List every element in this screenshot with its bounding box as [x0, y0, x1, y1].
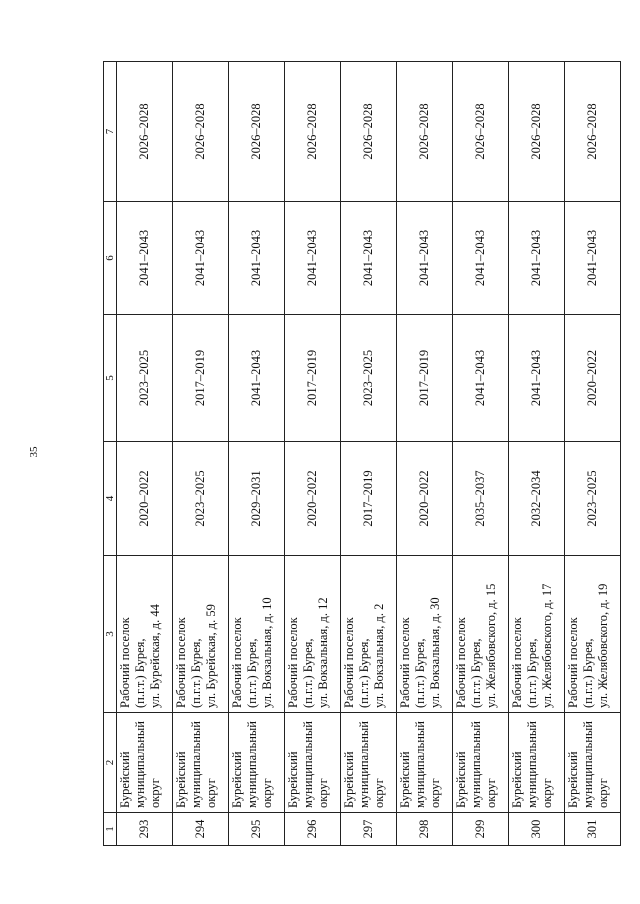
period-cell-5: 2041–2043 — [453, 315, 509, 442]
period-cell-5: 2017–2019 — [173, 315, 229, 442]
address-cell — [341, 556, 397, 713]
address-cell — [397, 556, 453, 713]
district-line: округ — [484, 778, 498, 808]
period-cell-6: 2041–2043 — [397, 202, 453, 315]
table-row — [453, 62, 509, 846]
address-line: ул. Вокзальная, д. 12 — [316, 597, 330, 708]
address-line: (п.г.т.) Бурея, — [413, 638, 427, 708]
address-cell — [453, 556, 509, 713]
period-cell-4: 2017–2019 — [341, 442, 397, 556]
column-header-5: 5 — [104, 315, 117, 442]
table-row — [229, 62, 285, 846]
address-cell — [565, 556, 621, 713]
district-line: округ — [204, 778, 218, 808]
data-table — [103, 61, 621, 846]
period-cell-4: 2032–2034 — [509, 442, 565, 556]
column-header-7: 7 — [104, 62, 117, 202]
period-cell-6: 2041–2043 — [565, 202, 621, 315]
address-line: ул. Бурейская, д. 59 — [204, 604, 218, 708]
district-cell — [173, 713, 229, 813]
period-cell-5: 2020–2022 — [565, 315, 621, 442]
table-row — [509, 62, 565, 846]
district-line: Бурейский — [566, 751, 580, 808]
address-line: ул. Желябовского, д. 17 — [540, 583, 554, 708]
period-cell-4: 2023–2025 — [173, 442, 229, 556]
row-number: 293 — [117, 813, 173, 846]
address-line: Рабочий поселок — [174, 617, 188, 708]
page-number: 35 — [28, 446, 40, 458]
district-line: муниципальный — [301, 721, 315, 808]
district-line: муниципальный — [189, 721, 203, 808]
table-row — [341, 62, 397, 846]
column-header-3: 3 — [104, 556, 117, 713]
address-cell — [509, 556, 565, 713]
district-line: округ — [260, 778, 274, 808]
address-line: ул. Желябовского, д. 19 — [596, 583, 610, 708]
row-number: 301 — [565, 813, 621, 846]
address-cell — [285, 556, 341, 713]
period-cell-5: 2017–2019 — [285, 315, 341, 442]
district-line: муниципальный — [525, 721, 539, 808]
district-line: муниципальный — [413, 721, 427, 808]
period-cell-6: 2041–2043 — [229, 202, 285, 315]
address-line: Рабочий поселок — [510, 617, 524, 708]
period-cell-4: 2023–2025 — [565, 442, 621, 556]
period-cell-6: 2041–2043 — [117, 202, 173, 315]
address-line: Рабочий поселок — [398, 617, 412, 708]
address-line: Рабочий поселок — [230, 617, 244, 708]
period-cell-7: 2026–2028 — [565, 62, 621, 202]
column-header-6: 6 — [104, 202, 117, 315]
district-cell — [285, 713, 341, 813]
row-number: 297 — [341, 813, 397, 846]
district-line: округ — [372, 778, 386, 808]
period-cell-5: 2017–2019 — [397, 315, 453, 442]
period-cell-7: 2026–2028 — [285, 62, 341, 202]
district-line: муниципальный — [469, 721, 483, 808]
district-cell — [341, 713, 397, 813]
address-cell — [173, 556, 229, 713]
table-body — [117, 62, 621, 846]
address-line: ул. Вокзальная, д. 10 — [260, 597, 274, 708]
address-cell — [117, 556, 173, 713]
address-line: Рабочий поселок — [342, 617, 356, 708]
period-cell-5: 2041–2043 — [229, 315, 285, 442]
period-cell-6: 2041–2043 — [453, 202, 509, 315]
district-line: муниципальный — [357, 721, 371, 808]
address-line: Рабочий поселок — [454, 617, 468, 708]
period-cell-7: 2026–2028 — [229, 62, 285, 202]
district-cell — [565, 713, 621, 813]
address-line: ул. Бурейская, д. 44 — [148, 604, 162, 708]
period-cell-5: 2023–2025 — [341, 315, 397, 442]
row-number: 296 — [285, 813, 341, 846]
address-line: (п.г.т.) Бурея, — [357, 638, 371, 708]
row-number: 300 — [509, 813, 565, 846]
table-container — [103, 62, 610, 846]
address-line: (п.г.т.) Бурея, — [581, 638, 595, 708]
district-line: муниципальный — [245, 721, 259, 808]
address-line: ул. Вокзальная, д. 2 — [372, 603, 386, 708]
district-line: муниципальный — [581, 721, 595, 808]
period-cell-6: 2041–2043 — [341, 202, 397, 315]
period-cell-7: 2026–2028 — [117, 62, 173, 202]
row-number: 294 — [173, 813, 229, 846]
period-cell-7: 2026–2028 — [509, 62, 565, 202]
row-number: 299 — [453, 813, 509, 846]
district-line: округ — [540, 778, 554, 808]
address-cell — [229, 556, 285, 713]
address-line: ул. Желябовского, д. 15 — [484, 583, 498, 708]
table-row — [397, 62, 453, 846]
period-cell-6: 2041–2043 — [285, 202, 341, 315]
period-cell-7: 2026–2028 — [341, 62, 397, 202]
row-number: 298 — [397, 813, 453, 846]
district-line: округ — [316, 778, 330, 808]
district-line: округ — [428, 778, 442, 808]
district-line: Бурейский — [174, 751, 188, 808]
period-cell-4: 2020–2022 — [117, 442, 173, 556]
period-cell-6: 2041–2043 — [173, 202, 229, 315]
address-line: Рабочий поселок — [286, 617, 300, 708]
district-line: Бурейский — [342, 751, 356, 808]
district-line: Бурейский — [454, 751, 468, 808]
table-row — [173, 62, 229, 846]
period-cell-7: 2026–2028 — [397, 62, 453, 202]
address-line: (п.г.т.) Бурея, — [189, 638, 203, 708]
column-header-4: 4 — [104, 442, 117, 556]
district-cell — [229, 713, 285, 813]
period-cell-4: 2035–2037 — [453, 442, 509, 556]
district-line: Бурейский — [510, 751, 524, 808]
address-line: ул. Вокзальная, д. 30 — [428, 597, 442, 708]
district-cell — [117, 713, 173, 813]
address-line: (п.г.т.) Бурея, — [525, 638, 539, 708]
address-line: (п.г.т.) Бурея, — [301, 638, 315, 708]
district-line: округ — [148, 778, 162, 808]
district-line: Бурейский — [286, 751, 300, 808]
period-cell-4: 2029–2031 — [229, 442, 285, 556]
district-line: Бурейский — [118, 751, 132, 808]
district-cell — [397, 713, 453, 813]
address-line: (п.г.т.) Бурея, — [469, 638, 483, 708]
table-row — [565, 62, 621, 846]
district-cell — [453, 713, 509, 813]
row-number: 295 — [229, 813, 285, 846]
period-cell-5: 2041–2043 — [509, 315, 565, 442]
period-cell-5: 2023–2025 — [117, 315, 173, 442]
table-row — [117, 62, 173, 846]
district-line: Бурейский — [398, 751, 412, 808]
district-line: муниципальный — [133, 721, 147, 808]
period-cell-7: 2026–2028 — [173, 62, 229, 202]
period-cell-4: 2020–2022 — [285, 442, 341, 556]
address-line: Рабочий поселок — [566, 617, 580, 708]
period-cell-4: 2020–2022 — [397, 442, 453, 556]
district-cell — [509, 713, 565, 813]
table-row — [285, 62, 341, 846]
column-header-1: 1 — [104, 813, 117, 846]
district-line: округ — [596, 778, 610, 808]
header-row — [104, 62, 117, 846]
period-cell-6: 2041–2043 — [509, 202, 565, 315]
period-cell-7: 2026–2028 — [453, 62, 509, 202]
column-header-2: 2 — [104, 713, 117, 813]
address-line: (п.г.т.) Бурея, — [245, 638, 259, 708]
address-line: Рабочий поселок — [118, 617, 132, 708]
address-line: (п.г.т.) Бурея, — [133, 638, 147, 708]
district-line: Бурейский — [230, 751, 244, 808]
